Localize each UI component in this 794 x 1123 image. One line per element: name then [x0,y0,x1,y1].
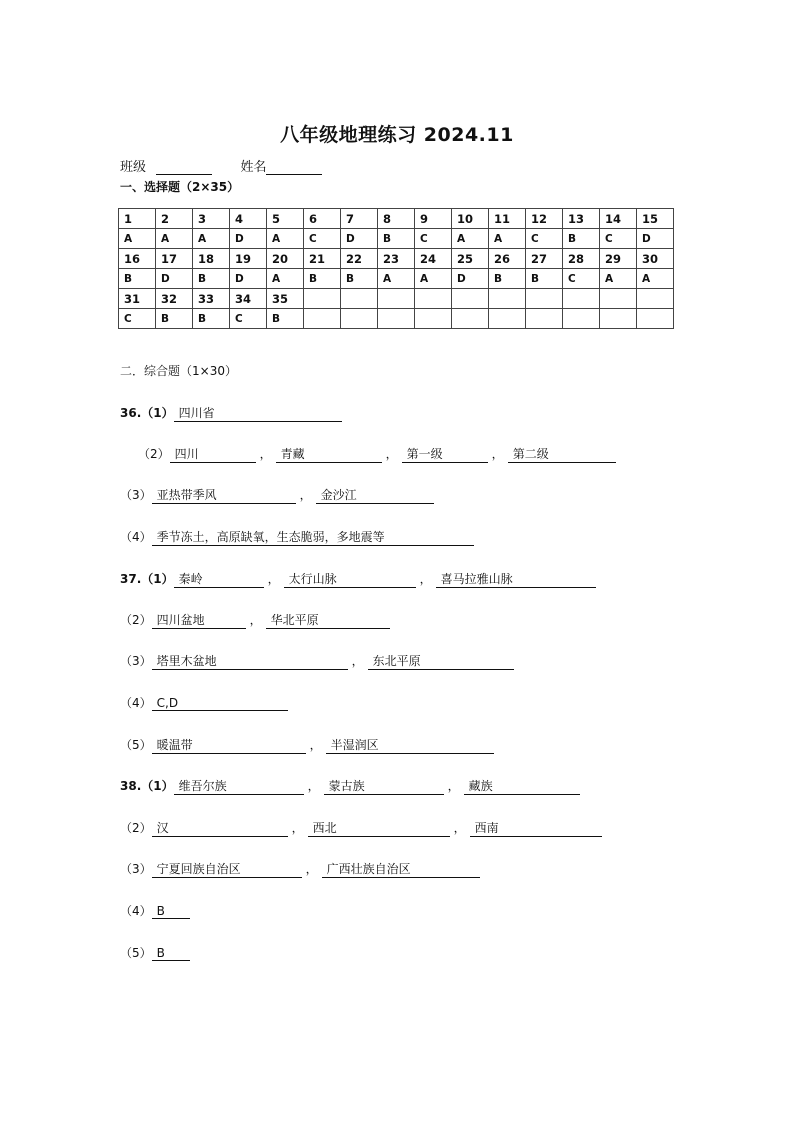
separator: ， [491,447,504,461]
answer-row [119,269,674,289]
table-cell [452,289,489,309]
table-cell: A [637,269,674,289]
answer-blank[interactable]: 西南 [470,819,602,837]
separator: ， [309,738,322,752]
question-label: （2） [120,821,152,835]
table-cell: B [526,269,563,289]
table-cell [563,309,600,329]
table-cell [378,289,415,309]
answer-blank[interactable]: 四川盆地 [152,611,246,629]
table-cell: 7 [341,209,378,229]
table-cell [489,289,526,309]
table-cell: 16 [119,249,156,269]
table-cell: 23 [378,249,415,269]
table-cell: A [156,229,193,249]
question-label: （3） [120,862,152,876]
separator: ， [299,488,312,502]
question-label: （4） [120,904,152,918]
table-cell: 8 [378,209,415,229]
separator: ， [305,862,318,876]
answer-blank[interactable]: 维吾尔族 [174,777,304,795]
answer-row [119,309,674,329]
answer-blank[interactable]: 第二级 [508,445,616,463]
answer-blank[interactable]: 蒙古族 [324,777,444,795]
table-cell: A [267,269,304,289]
answer-blank[interactable]: 半湿润区 [326,736,494,754]
table-cell: B [489,269,526,289]
table-cell: C [600,229,637,249]
table-cell: D [637,229,674,249]
table-cell: 33 [193,289,230,309]
table-cell: 28 [563,249,600,269]
question-label: 37.（1） [120,572,174,586]
answer-blank[interactable]: 金沙江 [316,486,434,504]
table-cell: C [119,309,156,329]
table-cell: 2 [156,209,193,229]
table-cell: B [267,309,304,329]
question-line [120,611,390,629]
question-line [120,404,342,422]
question-line [120,819,602,837]
answer-blank[interactable]: 季节冻土，高原缺氧，生态脆弱，多地震等 [152,528,474,546]
separator: ， [249,613,262,627]
table-cell: A [452,229,489,249]
answer-blank[interactable]: B [152,904,190,919]
table-cell: 14 [600,209,637,229]
table-cell: A [415,269,452,289]
table-cell: 32 [156,289,193,309]
answer-blank[interactable]: 塔里木盆地 [152,652,348,670]
separator: ， [259,447,272,461]
answer-blank[interactable]: 汉 [152,819,288,837]
table-cell: 6 [304,209,341,229]
question-label: （2） [120,613,152,627]
separator: ， [291,821,304,835]
name-field[interactable] [266,160,322,175]
table-cell [526,289,563,309]
question-label: （5） [120,946,152,960]
answer-blank[interactable]: 广西壮族自治区 [322,860,480,878]
separator: ， [351,654,364,668]
question-number-row [119,289,674,309]
table-cell: 15 [637,209,674,229]
table-cell [304,289,341,309]
question-label: （3） [120,488,152,502]
answer-table [118,208,674,329]
table-cell: B [193,309,230,329]
student-info [120,156,322,175]
answer-blank[interactable]: B [152,946,190,961]
table-cell: 35 [267,289,304,309]
answer-row [119,229,674,249]
answer-blank[interactable]: 四川 [170,445,256,463]
table-cell: 5 [267,209,304,229]
question-label: （4） [120,530,152,544]
question-label: （2） [138,447,170,461]
name-label: 姓名 [240,160,267,175]
table-cell: 30 [637,249,674,269]
question-line [120,736,494,754]
table-cell: 1 [119,209,156,229]
question-label: （5） [120,738,152,752]
table-cell: 10 [452,209,489,229]
answer-blank[interactable]: 秦岭 [174,570,264,588]
table-cell: B [563,229,600,249]
table-cell: 13 [563,209,600,229]
table-cell: B [304,269,341,289]
table-cell: C [230,309,267,329]
question-line [120,777,580,795]
answer-blank[interactable]: 四川省 [174,404,342,422]
question-line [120,902,190,919]
table-cell [600,289,637,309]
answer-blank[interactable]: 亚热带季风 [152,486,296,504]
answer-blank[interactable]: 青藏 [276,445,382,463]
table-cell [415,309,452,329]
answer-blank[interactable]: 华北平原 [266,611,390,629]
table-cell: 19 [230,249,267,269]
table-cell: B [156,309,193,329]
question-label: 38.（1） [120,779,174,793]
table-cell: 29 [600,249,637,269]
table-cell: C [563,269,600,289]
table-cell: 25 [452,249,489,269]
table-cell: D [156,269,193,289]
table-cell [378,309,415,329]
table-cell: A [119,229,156,249]
separator: ， [307,779,320,793]
table-cell [304,309,341,329]
question-line [120,528,474,546]
answer-blank[interactable]: 第一级 [402,445,488,463]
question-line [120,570,596,588]
table-cell [489,309,526,329]
table-cell [341,309,378,329]
table-cell: 34 [230,289,267,309]
table-cell: D [452,269,489,289]
separator: ， [419,572,432,586]
table-cell: A [378,269,415,289]
answer-blank[interactable]: 太行山脉 [284,570,416,588]
table-cell: 12 [526,209,563,229]
table-cell: B [341,269,378,289]
table-cell [526,309,563,329]
section-comprehensive: 二．综合题（1×30） [120,364,237,378]
table-cell: 22 [341,249,378,269]
table-cell: B [378,229,415,249]
table-cell: 21 [304,249,341,269]
question-number-row [119,249,674,269]
table-cell: A [267,229,304,249]
table-cell: C [304,229,341,249]
table-cell [563,289,600,309]
table-cell: B [193,269,230,289]
table-cell: C [526,229,563,249]
answer-blank[interactable]: 东北平原 [368,652,514,670]
table-cell [415,289,452,309]
table-cell: 31 [119,289,156,309]
table-cell: 18 [193,249,230,269]
separator: ， [267,572,280,586]
table-cell: A [489,229,526,249]
question-label: （3） [120,654,152,668]
class-label: 班级 [120,160,147,175]
answer-blank[interactable]: 暖温带 [152,736,306,754]
question-line [120,486,434,504]
table-cell: D [230,269,267,289]
table-cell: 24 [415,249,452,269]
separator: ， [453,821,466,835]
table-cell [341,289,378,309]
question-line [120,694,288,711]
page-title: 八年级地理练习 2024.11 [280,124,514,146]
table-cell: 11 [489,209,526,229]
table-cell [452,309,489,329]
question-line [120,652,514,670]
table-cell: 20 [267,249,304,269]
question-label: 36.（1） [120,406,174,420]
separator: ， [447,779,460,793]
answer-blank[interactable]: 喜马拉雅山脉 [436,570,596,588]
question-line [138,445,616,463]
table-cell: A [600,269,637,289]
table-cell: D [341,229,378,249]
table-cell: A [193,229,230,249]
table-cell: C [415,229,452,249]
question-label: （4） [120,696,152,710]
table-cell [600,309,637,329]
question-number-row [119,209,674,229]
table-cell: D [230,229,267,249]
table-cell [637,289,674,309]
question-line [120,860,480,878]
answer-blank[interactable]: 宁夏回族自治区 [152,860,302,878]
table-cell: B [119,269,156,289]
table-cell: 4 [230,209,267,229]
separator: ， [385,447,398,461]
table-cell: 3 [193,209,230,229]
table-cell [637,309,674,329]
question-line [120,944,190,961]
answer-blank[interactable]: 西北 [308,819,450,837]
table-cell: 27 [526,249,563,269]
table-cell: 9 [415,209,452,229]
class-field[interactable] [156,160,212,175]
answer-blank[interactable]: C,D [152,696,288,711]
section-multiple-choice: 一、选择题（2×35） [120,180,240,194]
table-cell: 26 [489,249,526,269]
table-cell: 17 [156,249,193,269]
answer-blank[interactable]: 藏族 [464,777,580,795]
